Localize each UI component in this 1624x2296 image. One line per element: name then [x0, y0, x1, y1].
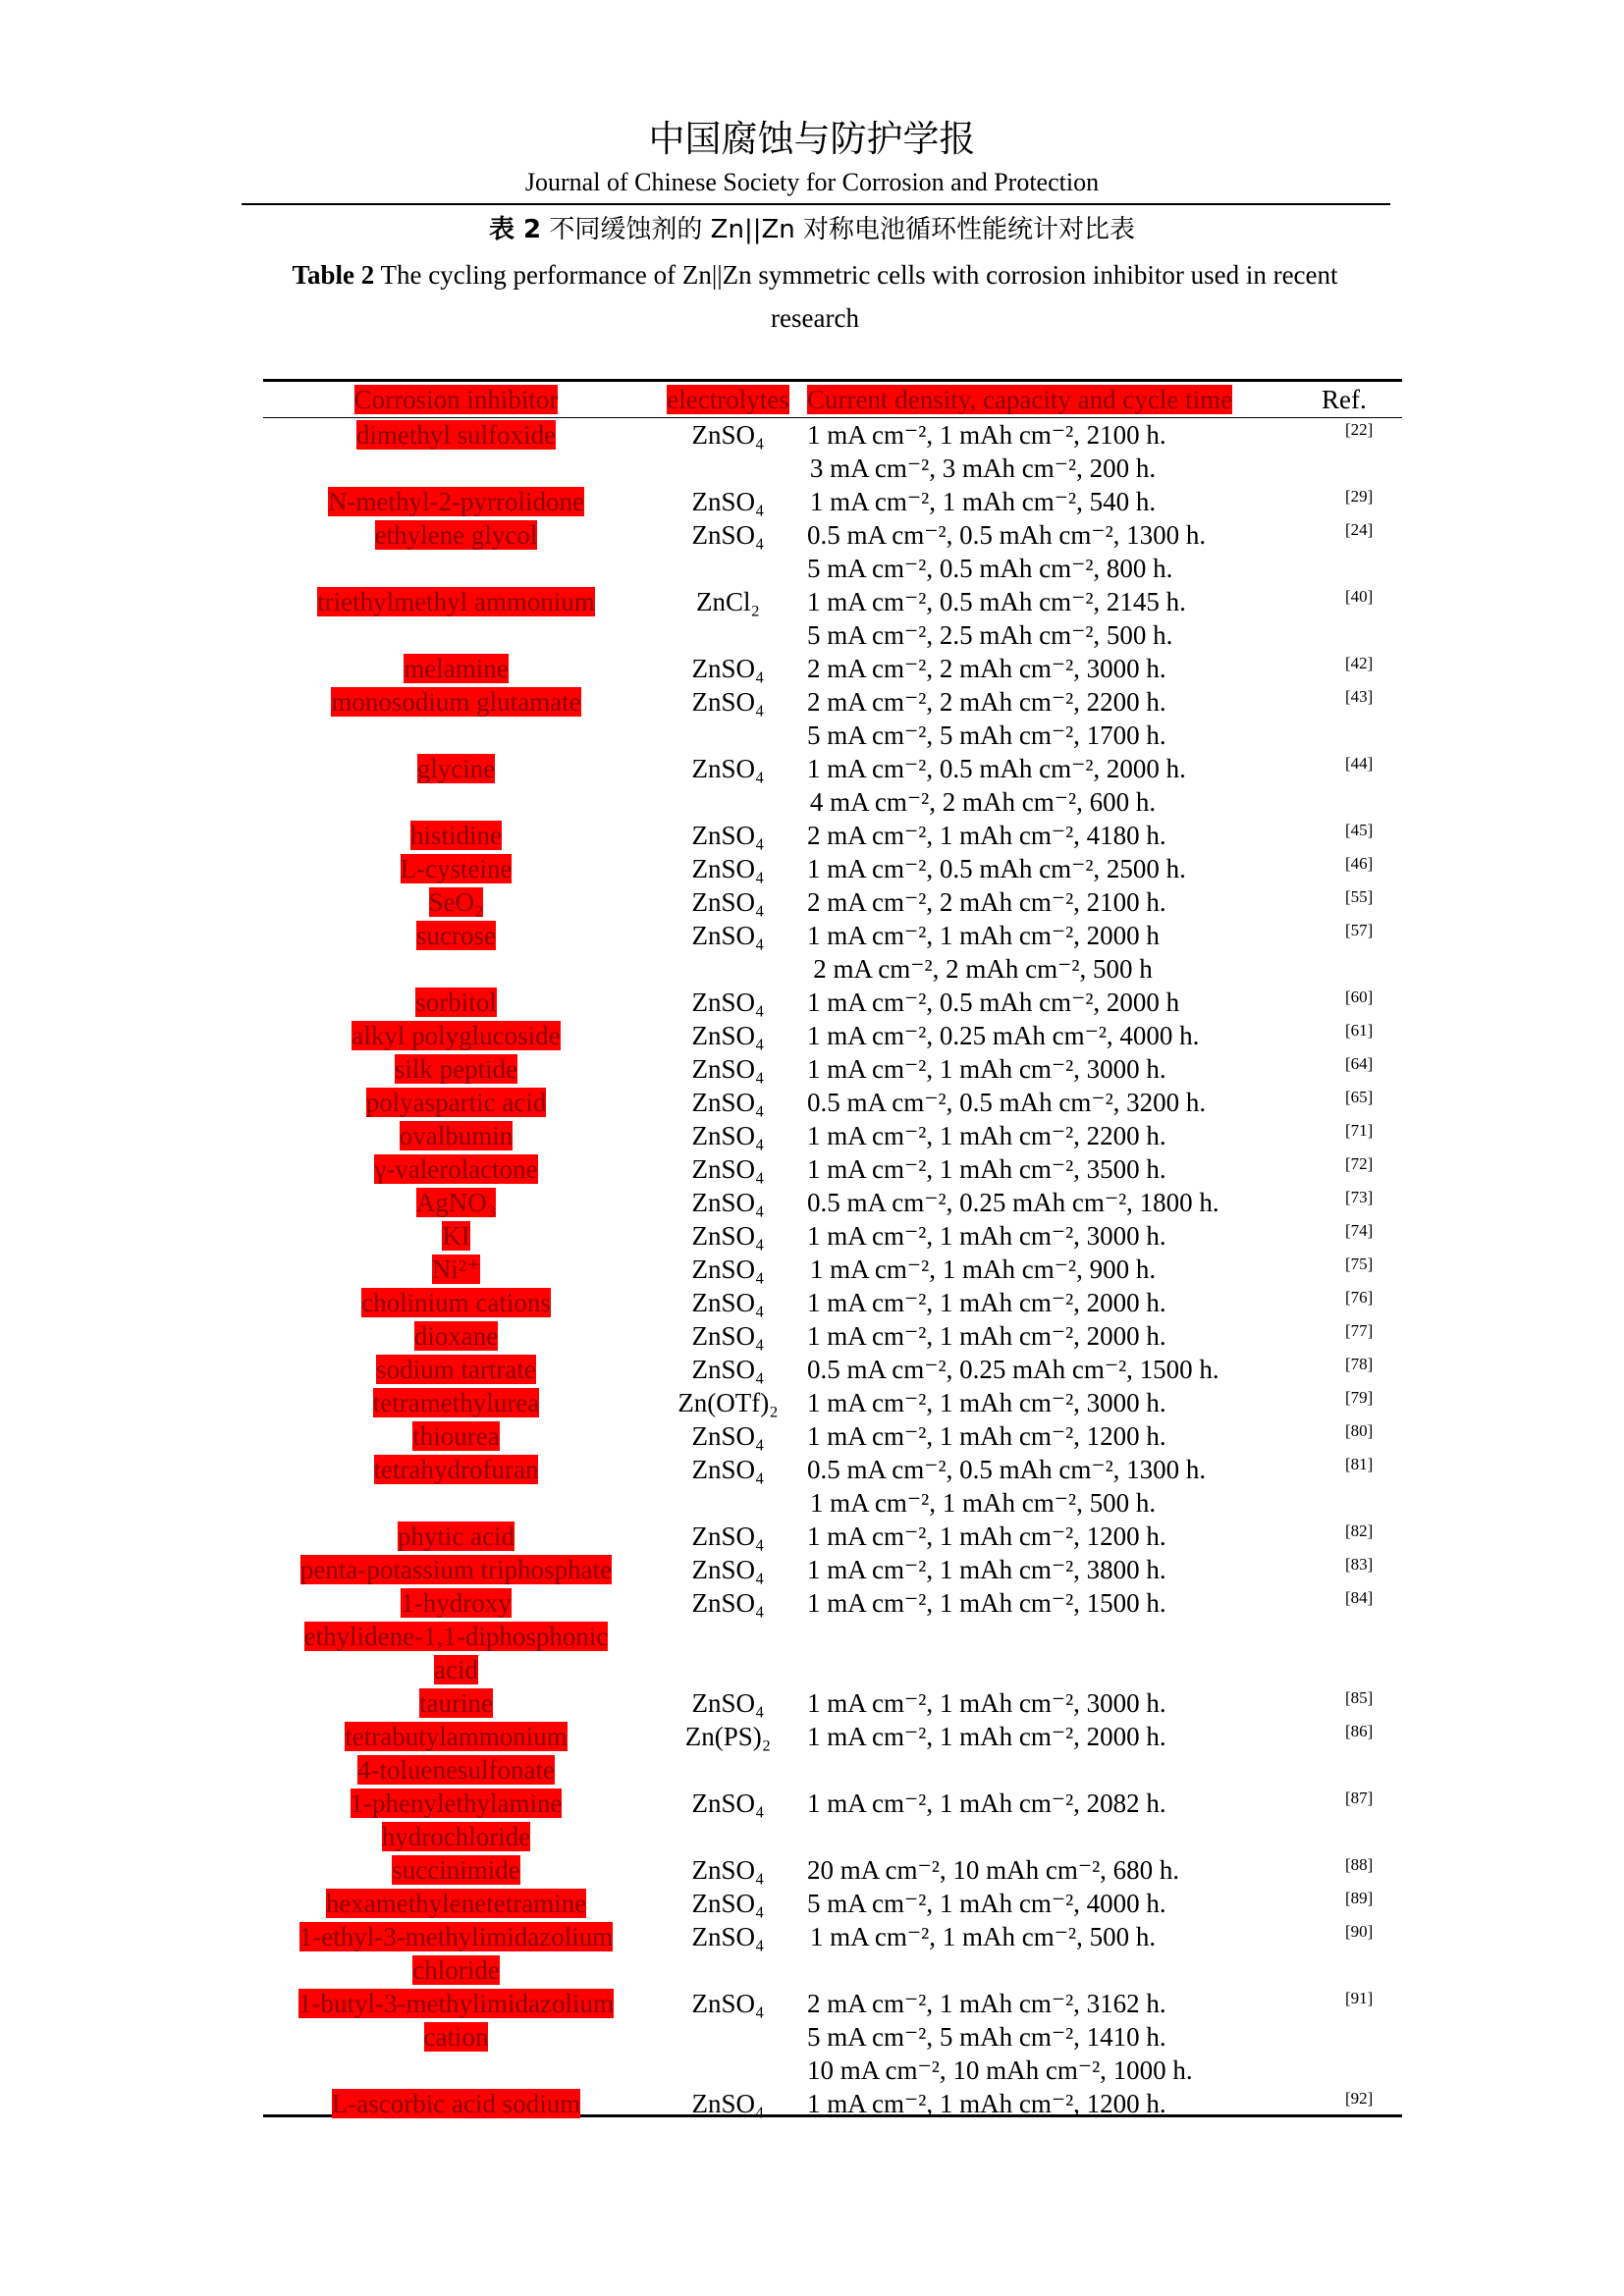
performance-cell: 1 mA cm⁻², 1 mAh cm⁻², 2000 h.	[807, 1722, 1166, 1751]
table-row	[263, 1219, 1402, 1253]
performance-cell: 4 mA cm⁻², 2 mAh cm⁻², 600 h.	[809, 787, 1157, 817]
performance-cell	[807, 1820, 1159, 1853]
electrolyte-cell: ZnSO₄	[691, 1588, 765, 1618]
electrolyte-cell: ZnSO₄	[691, 1922, 765, 1951]
performance-cell	[807, 1620, 1159, 1653]
performance-cell: 1 mA cm⁻², 1 mAh cm⁻², 2100 h.	[807, 420, 1166, 450]
performance-cell: 1 mA cm⁻², 1 mAh cm⁻², 540 h.	[809, 487, 1157, 516]
inhibitor-cell: acid	[434, 1655, 478, 1684]
ref-cell: [91]	[1345, 1989, 1374, 2007]
inhibitor-cell: dimethyl sulfoxide	[355, 420, 557, 450]
electrolyte-cell: Zn(PS)₂	[684, 1722, 772, 1751]
performance-cell: 1 mA cm⁻², 1 mAh cm⁻², 1200 h.	[807, 1522, 1166, 1551]
ref-cell: [44]	[1345, 754, 1374, 773]
inhibitor-cell: taurine	[419, 1688, 493, 1718]
electrolyte-cell	[649, 785, 807, 819]
ref-cell: [79]	[1345, 1388, 1374, 1407]
ref-cell: [86]	[1345, 1722, 1374, 1740]
header-cell: Current density, capacity and cycle time	[807, 385, 1233, 414]
electrolyte-cell	[649, 618, 807, 652]
ref-cell	[1159, 2054, 1402, 2087]
electrolyte-cell: ZnSO₄	[691, 854, 765, 883]
electrolyte-cell	[649, 1820, 807, 1853]
inhibitor-cell: 1-hydroxy	[401, 1588, 512, 1618]
performance-cell: 1 mA cm⁻², 1 mAh cm⁻², 3000 h.	[807, 1221, 1166, 1251]
electrolyte-cell	[649, 1486, 807, 1520]
table-row	[263, 1486, 1402, 1520]
ref-cell: [74]	[1345, 1221, 1374, 1240]
inhibitor-cell: γ-valerolactone	[374, 1154, 538, 1184]
header-cell: electrolytes	[667, 385, 789, 414]
inhibitor-cell: ethylene glycol	[374, 520, 538, 550]
inhibitor-cell: SeO₂	[428, 887, 484, 917]
performance-cell: 1 mA cm⁻², 1 mAh cm⁻², 500 h.	[809, 1488, 1157, 1518]
table-row	[263, 585, 1402, 618]
performance-cell: 10 mA cm⁻², 10 mAh cm⁻², 1000 h.	[807, 2056, 1193, 2085]
ref-cell: [78]	[1345, 1355, 1374, 1373]
ref-cell: [43]	[1345, 687, 1374, 706]
performance-cell: 0.5 mA cm⁻², 0.5 mAh cm⁻², 1300 h.	[807, 520, 1207, 550]
electrolyte-cell: ZnSO₄	[691, 921, 765, 950]
table-row	[263, 719, 1402, 752]
performance-cell: 1 mA cm⁻², 0.5 mAh cm⁻², 2000 h.	[807, 754, 1186, 783]
electrolyte-cell: ZnSO₄	[691, 1221, 765, 1251]
inhibitor-cell	[263, 1486, 649, 1520]
ref-cell: [92]	[1345, 2089, 1374, 2108]
table-caption-cn	[0, 212, 1624, 247]
inhibitor-cell: L-ascorbic acid sodium	[331, 2089, 581, 2118]
inhibitor-cell	[263, 618, 649, 652]
performance-cell: 1 mA cm⁻², 1 mAh cm⁻², 3000 h.	[807, 1388, 1166, 1417]
table-row	[263, 1386, 1402, 1419]
electrolyte-cell: ZnSO₄	[691, 420, 765, 450]
journal-title-en: Journal of Chinese Society for Corrosion and Protection	[524, 168, 1100, 196]
electrolyte-cell: ZnSO₄	[691, 887, 765, 917]
ref-cell: [80]	[1345, 1421, 1374, 1440]
table-row	[263, 952, 1402, 986]
inhibitor-cell: phytic acid	[397, 1522, 515, 1551]
performance-cell: 0.5 mA cm⁻², 0.5 mAh cm⁻², 3200 h.	[807, 1088, 1207, 1117]
ref-cell: [90]	[1345, 1922, 1374, 1941]
ref-cell: [55]	[1345, 887, 1374, 906]
table-row	[263, 485, 1402, 518]
ref-cell: [83]	[1345, 1555, 1374, 1574]
table-row	[263, 919, 1402, 952]
ref-cell: [82]	[1345, 1522, 1374, 1540]
electrolyte-cell: ZnSO₄	[691, 487, 765, 516]
table-row	[263, 852, 1402, 885]
performance-cell: 1 mA cm⁻², 1 mAh cm⁻², 3800 h.	[807, 1555, 1166, 1584]
ref-cell: [87]	[1345, 1789, 1374, 1807]
table-row	[263, 785, 1402, 819]
performance-cell: 5 mA cm⁻², 1 mAh cm⁻², 4000 h.	[807, 1889, 1166, 1918]
electrolyte-cell: ZnSO₄	[691, 1188, 765, 1217]
ref-cell: [24]	[1345, 520, 1374, 539]
performance-cell: 5 mA cm⁻², 2.5 mAh cm⁻², 500 h.	[807, 620, 1173, 650]
ref-cell: [77]	[1345, 1321, 1374, 1340]
performance-cell: 1 mA cm⁻², 1 mAh cm⁻², 1200 h.	[807, 2089, 1166, 2118]
ref-cell	[1159, 1953, 1402, 1987]
inhibitor-cell: silk peptide	[394, 1054, 518, 1084]
electrolyte-cell	[649, 1620, 807, 1653]
table-row	[263, 552, 1402, 585]
table-row	[263, 1253, 1402, 1286]
header-cell: Ref.	[1322, 385, 1367, 414]
inhibitor-cell: alkyl polyglucoside	[352, 1021, 561, 1050]
inhibitor-cell: dioxane	[413, 1321, 499, 1351]
ref-cell: [29]	[1345, 487, 1374, 506]
table-row	[263, 1686, 1402, 1720]
ref-cell: [40]	[1345, 587, 1374, 606]
inhibitor-cell: AgNO₃	[415, 1188, 497, 1217]
performance-cell: 1 mA cm⁻², 0.5 mAh cm⁻², 2500 h.	[807, 854, 1186, 883]
table-row	[263, 1453, 1402, 1486]
performance-cell: 1 mA cm⁻², 0.5 mAh cm⁻², 2000 h	[807, 988, 1180, 1017]
table-row	[263, 2020, 1402, 2054]
table-row	[263, 685, 1402, 719]
electrolyte-cell: ZnCl₂	[696, 587, 760, 616]
electrolyte-cell	[649, 1953, 807, 1987]
table-row	[263, 518, 1402, 552]
table-row	[263, 1186, 1402, 1219]
ref-cell: [42]	[1345, 654, 1374, 672]
inhibitor-cell: 1-phenylethylamine	[350, 1789, 563, 1818]
electrolyte-cell: ZnSO₄	[691, 1789, 765, 1818]
table-row	[263, 885, 1402, 919]
ref-cell	[1159, 1820, 1402, 1853]
table-row	[263, 1620, 1402, 1653]
electrolyte-cell: ZnSO₄	[691, 754, 765, 783]
performance-cell: 1 mA cm⁻², 1 mAh cm⁻², 1200 h.	[807, 1421, 1166, 1451]
electrolyte-cell: ZnSO₄	[691, 821, 765, 850]
performance-cell: 2 mA cm⁻², 2 mAh cm⁻², 500 h	[813, 954, 1153, 984]
inhibitor-cell: cholinium cations	[361, 1288, 551, 1317]
performance-cell: 2 mA cm⁻², 2 mAh cm⁻², 2100 h.	[807, 887, 1166, 917]
table-row	[263, 1753, 1402, 1787]
caption-cn-label: 表 2	[488, 215, 542, 244]
inhibitor-cell: 1-butyl-3-methylimidazolium	[298, 1989, 614, 2018]
electrolyte-cell: Zn(OTf)₂	[677, 1388, 779, 1417]
ref-cell: [65]	[1345, 1088, 1374, 1106]
ref-cell: [46]	[1345, 854, 1374, 873]
inhibitor-cell: L-cysteine	[400, 854, 513, 883]
electrolyte-cell: ZnSO₄	[691, 988, 765, 1017]
electrolyte-cell	[649, 452, 807, 485]
ref-cell	[1159, 1620, 1402, 1653]
electrolyte-cell	[649, 719, 807, 752]
inhibitor-cell: monosodium glutamate	[331, 687, 581, 717]
inhibitor-cell	[263, 452, 649, 485]
inhibitor-cell	[263, 552, 649, 585]
performance-cell: 1 mA cm⁻², 1 mAh cm⁻², 1500 h.	[807, 1588, 1166, 1618]
ref-cell: [60]	[1345, 988, 1374, 1006]
performance-cell: 1 mA cm⁻², 1 mAh cm⁻², 2082 h.	[807, 1789, 1166, 1818]
electrolyte-cell: ZnSO₄	[691, 1421, 765, 1451]
electrolyte-cell	[649, 552, 807, 585]
journal-title-cn: 中国腐蚀与防护学报	[648, 118, 976, 160]
performance-cell: 1 mA cm⁻², 1 mAh cm⁻², 500 h.	[809, 1922, 1157, 1951]
performance-cell: 2 mA cm⁻², 1 mAh cm⁻², 3162 h.	[807, 1989, 1166, 2018]
electrolyte-cell: ZnSO₄	[691, 520, 765, 550]
inhibitor-cell	[263, 952, 649, 986]
caption-en-label: Table 2	[292, 260, 375, 290]
table-row	[263, 1319, 1402, 1353]
electrolyte-cell: ZnSO₄	[691, 1855, 765, 1885]
electrolyte-cell: ZnSO₄	[691, 1321, 765, 1351]
ref-cell	[1159, 618, 1402, 652]
electrolyte-cell: ZnSO₄	[691, 1255, 765, 1284]
ref-cell: [75]	[1345, 1255, 1374, 1273]
ref-cell	[1159, 452, 1402, 485]
electrolyte-cell: ZnSO₄	[691, 1288, 765, 1317]
caption-cn-text: 不同缓蚀剂的 Zn||Zn 对称电池循环性能统计对比表	[541, 215, 1136, 244]
table-row	[263, 1987, 1402, 2020]
electrolyte-cell: ZnSO₄	[691, 1088, 765, 1117]
caption-en-text: The cycling performance of Zn||Zn symmetric cells with corrosion inhibitor used in recent research	[374, 260, 1338, 333]
electrolyte-cell: ZnSO₄	[691, 1021, 765, 1050]
performance-cell	[807, 1953, 1159, 1987]
electrolyte-cell: ZnSO₄	[691, 1989, 765, 2018]
inhibitor-cell: ovalbumin	[399, 1121, 514, 1150]
electrolyte-cell: ZnSO₄	[691, 1054, 765, 1084]
table-row	[263, 2087, 1402, 2120]
table-header-row	[263, 381, 1402, 418]
table-row	[263, 1419, 1402, 1453]
ref-cell: [85]	[1345, 1688, 1374, 1707]
ref-cell: [71]	[1345, 1121, 1374, 1140]
performance-cell: 3 mA cm⁻², 3 mAh cm⁻², 200 h.	[809, 454, 1157, 483]
inhibitor-cell: N-methyl-2-pyrrolidone	[328, 487, 584, 516]
table-row	[263, 1953, 1402, 1987]
table-row	[263, 652, 1402, 685]
performance-cell: 5 mA cm⁻², 5 mAh cm⁻², 1700 h.	[807, 721, 1166, 750]
ref-cell: [22]	[1345, 420, 1374, 439]
performance-cell: 0.5 mA cm⁻², 0.25 mAh cm⁻², 1800 h.	[807, 1188, 1219, 1217]
table-row	[263, 1019, 1402, 1052]
ref-cell: [61]	[1345, 1021, 1374, 1040]
inhibitor-cell: tetrahydrofuran	[373, 1455, 539, 1484]
ref-cell: [89]	[1345, 1889, 1374, 1907]
inhibitor-cell: KI	[442, 1221, 470, 1251]
table-row	[263, 1086, 1402, 1119]
electrolyte-cell: ZnSO₄	[691, 687, 765, 717]
inhibitor-cell: tetramethylurea	[372, 1388, 540, 1417]
performance-cell: 5 mA cm⁻², 0.5 mAh cm⁻², 800 h.	[807, 554, 1173, 583]
table-row	[263, 1119, 1402, 1152]
table-row	[263, 618, 1402, 652]
table-row	[263, 1887, 1402, 1920]
inhibitor-cell: penta-potassium triphosphate	[299, 1555, 613, 1584]
inhibitor-cell: glycine	[416, 754, 496, 783]
inhibitor-cell: sorbitol	[415, 988, 497, 1017]
performance-cell: 1 mA cm⁻², 1 mAh cm⁻², 2200 h.	[807, 1121, 1166, 1150]
inhibitor-cell: sucrose	[416, 921, 496, 950]
performance-cell: 1 mA cm⁻², 1 mAh cm⁻², 3500 h.	[807, 1154, 1166, 1184]
performance-cell: 2 mA cm⁻², 2 mAh cm⁻², 3000 h.	[807, 654, 1166, 683]
inhibitor-table	[263, 381, 1402, 2120]
inhibitor-cell: melamine	[404, 654, 509, 683]
table-row	[263, 1820, 1402, 1853]
table-row	[263, 986, 1402, 1019]
performance-cell	[807, 1653, 1159, 1686]
inhibitor-cell	[263, 2054, 649, 2087]
performance-cell: 1 mA cm⁻², 1 mAh cm⁻², 2000 h.	[807, 1288, 1166, 1317]
ref-cell	[1159, 952, 1402, 986]
ref-cell: [64]	[1345, 1054, 1374, 1073]
inhibitor-cell: histidine	[410, 821, 502, 850]
ref-cell	[1159, 2020, 1402, 2054]
inhibitor-cell: tetrabutylammonium	[345, 1722, 568, 1751]
ref-cell	[1159, 785, 1402, 819]
table-row	[263, 1720, 1402, 1753]
ref-cell	[1159, 552, 1402, 585]
ref-cell: [57]	[1345, 921, 1374, 939]
inhibitor-cell: sodium tartrate	[376, 1355, 536, 1384]
performance-cell: 2 mA cm⁻², 1 mAh cm⁻², 4180 h.	[807, 821, 1166, 850]
table-row	[263, 2054, 1402, 2087]
table-row	[263, 1152, 1402, 1186]
table-row	[263, 1787, 1402, 1820]
inhibitor-cell: hexamethylenetetramine	[325, 1889, 587, 1918]
electrolyte-cell	[649, 952, 807, 986]
table-row	[263, 1920, 1402, 1953]
performance-cell: 1 mA cm⁻², 1 mAh cm⁻², 3000 h.	[807, 1054, 1166, 1084]
electrolyte-cell: ZnSO₄	[691, 654, 765, 683]
table-row	[263, 1520, 1402, 1553]
inhibitor-cell: Ni²⁺	[431, 1255, 481, 1284]
ref-cell: [72]	[1345, 1154, 1374, 1173]
inhibitor-cell: thiourea	[412, 1421, 500, 1451]
performance-cell: 1 mA cm⁻², 1 mAh cm⁻², 2000 h	[807, 921, 1160, 950]
table-row	[263, 1286, 1402, 1319]
ref-cell	[1159, 719, 1402, 752]
ref-cell: [73]	[1345, 1188, 1374, 1206]
electrolyte-cell: ZnSO₄	[691, 2089, 765, 2118]
performance-cell: 1 mA cm⁻², 0.25 mAh cm⁻², 4000 h.	[807, 1021, 1200, 1050]
table-row	[263, 819, 1402, 852]
performance-cell: 2 mA cm⁻², 2 mAh cm⁻², 2200 h.	[807, 687, 1166, 717]
table-row	[263, 1853, 1402, 1887]
performance-cell: 5 mA cm⁻², 5 mAh cm⁻², 1410 h.	[807, 2022, 1166, 2052]
performance-cell: 1 mA cm⁻², 1 mAh cm⁻², 2000 h.	[807, 1321, 1166, 1351]
inhibitor-cell: succinimide	[392, 1855, 520, 1885]
table-row	[263, 418, 1402, 452]
ref-cell: [84]	[1345, 1588, 1374, 1607]
ref-cell: [45]	[1345, 821, 1374, 839]
ref-cell: [76]	[1345, 1288, 1374, 1307]
electrolyte-cell: ZnSO₄	[691, 1688, 765, 1718]
inhibitor-cell: ethylidene-1,1-diphosphonic	[303, 1622, 609, 1651]
electrolyte-cell: ZnSO₄	[691, 1555, 765, 1584]
ref-cell: [81]	[1345, 1455, 1374, 1473]
header-rule	[242, 203, 1390, 205]
performance-cell: 0.5 mA cm⁻², 0.5 mAh cm⁻², 1300 h.	[807, 1455, 1207, 1484]
performance-cell	[807, 1753, 1159, 1787]
inhibitor-cell	[263, 719, 649, 752]
electrolyte-cell: ZnSO₄	[691, 1522, 765, 1551]
table-caption-en	[245, 253, 1384, 340]
electrolyte-cell	[649, 2054, 807, 2087]
performance-cell: 1 mA cm⁻², 1 mAh cm⁻², 900 h.	[809, 1255, 1157, 1284]
inhibitor-cell: polyaspartic acid	[365, 1088, 547, 1117]
electrolyte-cell: ZnSO₄	[691, 1889, 765, 1918]
table-row	[263, 1553, 1402, 1586]
table-row	[263, 1653, 1402, 1686]
inhibitor-cell: hydrochloride	[381, 1822, 531, 1851]
ref-cell	[1159, 1753, 1402, 1787]
table-row	[263, 752, 1402, 785]
table-row	[263, 1052, 1402, 1086]
performance-cell: 0.5 mA cm⁻², 0.25 mAh cm⁻², 1500 h.	[807, 1355, 1219, 1384]
table-row	[263, 452, 1402, 485]
electrolyte-cell: ZnSO₄	[691, 1154, 765, 1184]
inhibitor-cell: cation	[423, 2022, 489, 2052]
performance-cell: 20 mA cm⁻², 10 mAh cm⁻², 680 h.	[807, 1855, 1180, 1885]
header-cell: Corrosion inhibitor	[353, 385, 559, 414]
electrolyte-cell	[649, 1753, 807, 1787]
ref-cell	[1159, 1486, 1402, 1520]
inhibitor-cell	[263, 785, 649, 819]
table-row	[263, 1586, 1402, 1620]
ref-cell: [88]	[1345, 1855, 1374, 1874]
ref-cell	[1159, 1653, 1402, 1686]
inhibitor-cell: 1-ethyl-3-methylimidazolium	[298, 1922, 614, 1951]
inhibitor-cell: triethylmethyl ammonium	[317, 587, 595, 616]
electrolyte-cell	[649, 2020, 807, 2054]
electrolyte-cell: ZnSO₄	[691, 1355, 765, 1384]
inhibitor-cell: 4-toluenesulfonate	[357, 1755, 555, 1785]
performance-cell: 1 mA cm⁻², 0.5 mAh cm⁻², 2145 h.	[807, 587, 1186, 616]
electrolyte-cell	[649, 1653, 807, 1686]
electrolyte-cell: ZnSO₄	[691, 1121, 765, 1150]
table-row	[263, 1353, 1402, 1386]
performance-cell: 1 mA cm⁻², 1 mAh cm⁻², 3000 h.	[807, 1688, 1166, 1718]
inhibitor-cell: chloride	[412, 1955, 500, 1985]
electrolyte-cell: ZnSO₄	[691, 1455, 765, 1484]
